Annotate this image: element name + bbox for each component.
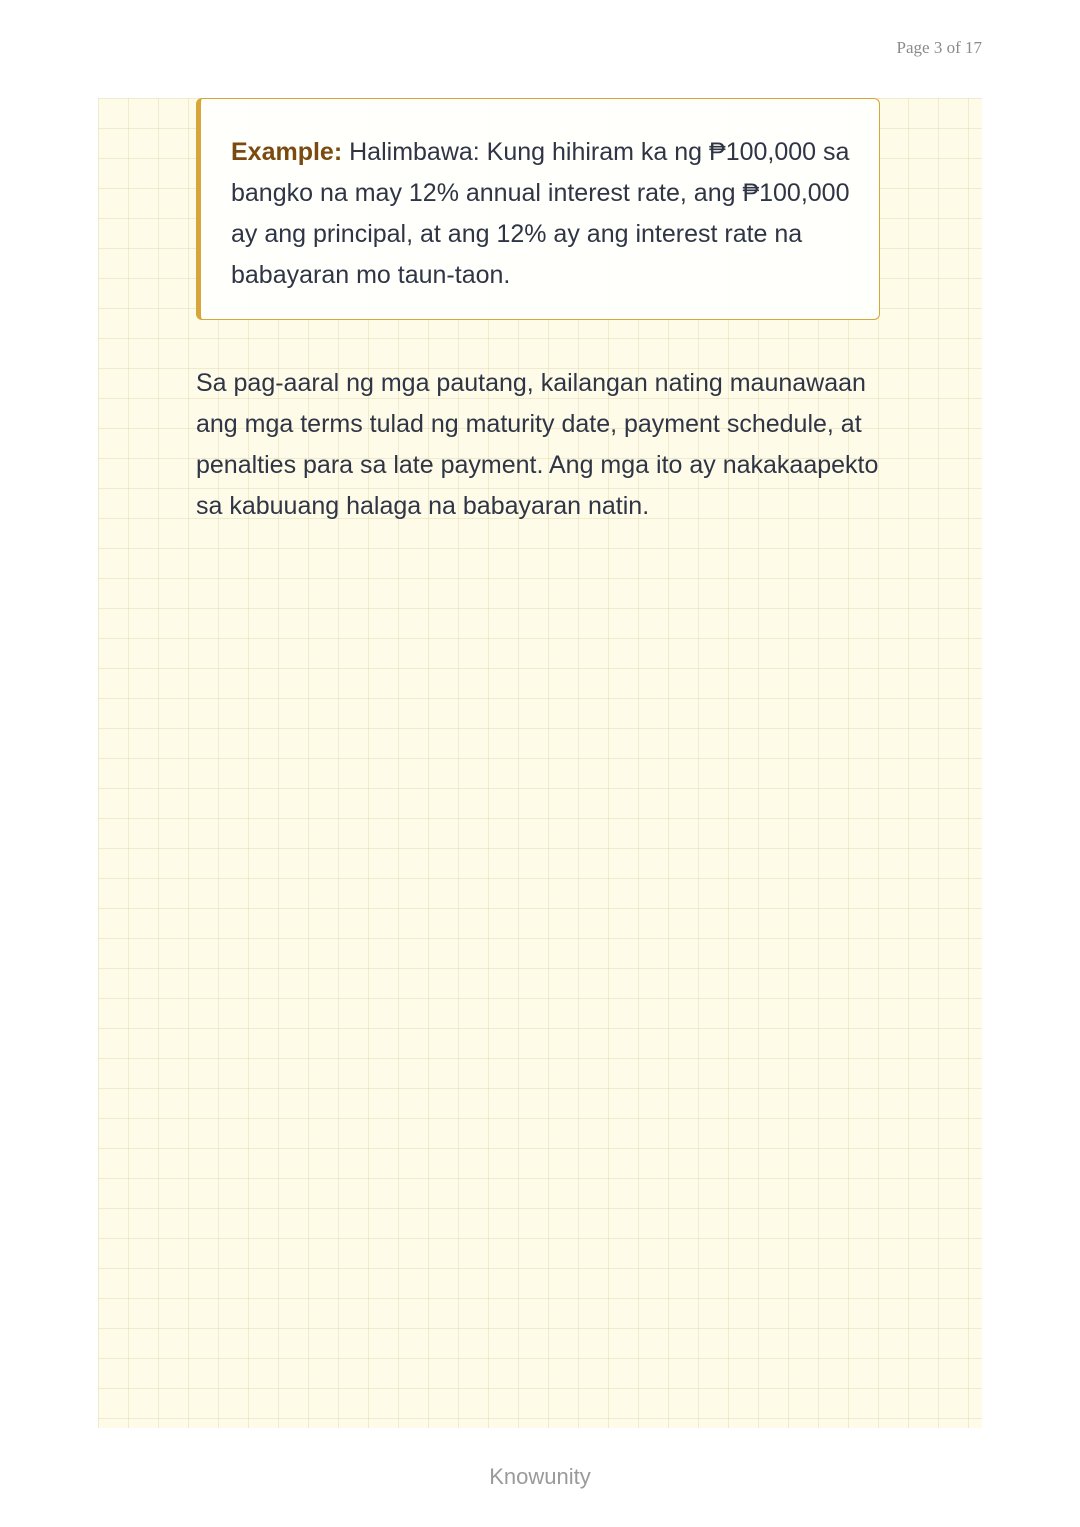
example-label: Example: xyxy=(231,138,343,166)
body-paragraph: Sa pag-aaral ng mga pautang, kailangan nating maunawaan ang mga terms tulad ng maturity date, payment schedule, at penalties para sa late payment. Ang mga ito ay nakakaapekto sa kabuuang halaga na babayaran natin. xyxy=(196,369,879,520)
grid-paper-sheet xyxy=(98,98,982,1428)
footer-brand: Knowunity xyxy=(489,1464,591,1489)
example-body: Halimbawa: Kung hihiram ka ng ₱100,000 sa bangko na may 12% annual interest rate, ang ₱100,000 ay ang principal, at ang 12% ay ang interest rate na babayaran mo taun-taon. xyxy=(231,138,850,289)
example-callout xyxy=(196,98,880,320)
example-text xyxy=(231,132,859,296)
page-number: Page 3 of 17 xyxy=(896,38,982,57)
